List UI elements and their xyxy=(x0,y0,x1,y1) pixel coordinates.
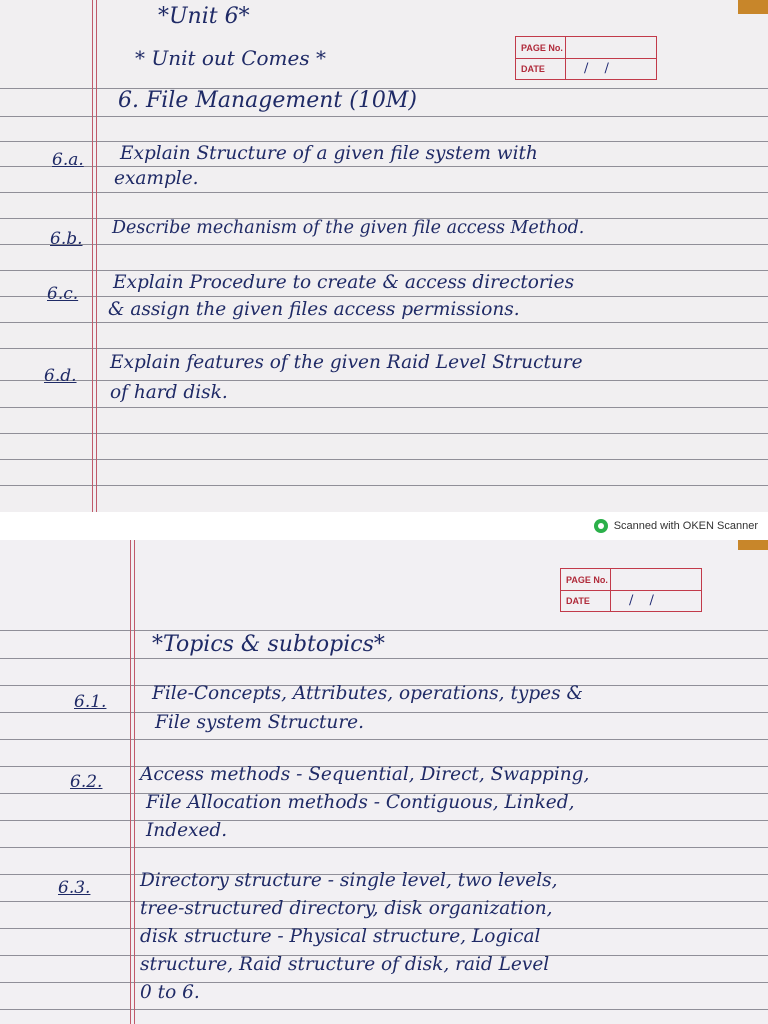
topic-code: 6.3. xyxy=(58,878,91,898)
page-corner xyxy=(738,0,768,14)
outcome-line: Explain Structure of a given file system with xyxy=(120,143,538,164)
margin-line xyxy=(92,0,93,512)
outcome-line: Explain features of the given Raid Level Structure xyxy=(110,352,583,373)
date-label: DATE xyxy=(516,58,566,79)
page-date-box xyxy=(560,568,702,612)
notebook-page-2 xyxy=(0,540,768,1024)
topic-line: tree-structured directory, disk organization, xyxy=(140,898,553,919)
topic-code: 6.2. xyxy=(70,772,103,792)
unit-outcomes-subtitle: * Unit out Comes * xyxy=(135,46,326,70)
date-value: / / xyxy=(584,61,615,76)
outcome-line: Describe mechanism of the given file access Method. xyxy=(112,218,585,238)
margin-line xyxy=(134,540,135,1024)
outcome-line: & assign the given files access permissions. xyxy=(108,299,520,320)
page-no-label: PAGE No. xyxy=(516,37,566,58)
outcome-line: of hard disk. xyxy=(110,382,228,403)
topic-line: File system Structure. xyxy=(155,712,364,733)
outcome-line: example. xyxy=(114,168,199,189)
outcome-code: 6.d. xyxy=(44,366,77,386)
scanner-logo-icon xyxy=(594,519,608,533)
topic-line: Access methods - Sequential, Direct, Swapping, xyxy=(140,764,590,785)
topic-line: File Allocation methods - Contiguous, Linked, xyxy=(146,792,575,813)
date-label: DATE xyxy=(561,590,611,611)
topic-line: Directory structure - single level, two levels, xyxy=(140,870,558,891)
topic-line: structure, Raid structure of disk, raid Level xyxy=(140,954,550,975)
margin-line xyxy=(96,0,97,512)
section-heading: 6. File Management (10M) xyxy=(118,88,417,113)
topic-line: File-Concepts, Attributes, operations, types & xyxy=(152,683,583,704)
page-corner xyxy=(738,540,768,550)
page-no-label: PAGE No. xyxy=(561,569,611,590)
scanner-watermark-bar xyxy=(0,512,768,540)
outcome-code: 6.b. xyxy=(50,229,83,249)
topic-code: 6.1. xyxy=(74,692,107,712)
topic-line: disk structure - Physical structure, Logical xyxy=(140,926,541,947)
margin-line xyxy=(130,540,131,1024)
scanner-watermark xyxy=(594,519,758,533)
outcome-code: 6.c. xyxy=(47,284,79,304)
outcome-line: Explain Procedure to create & access directories xyxy=(113,272,575,293)
topic-line: 0 to 6. xyxy=(140,982,200,1003)
topics-heading: *Topics & subtopics* xyxy=(152,632,385,657)
outcome-code: 6.a. xyxy=(52,150,84,170)
topic-line: Indexed. xyxy=(146,820,228,841)
page-date-box xyxy=(515,36,657,80)
date-value: / / xyxy=(629,593,660,608)
scanner-label: Scanned with OKEN Scanner xyxy=(613,520,758,532)
unit-title: *Unit 6* xyxy=(158,4,250,29)
